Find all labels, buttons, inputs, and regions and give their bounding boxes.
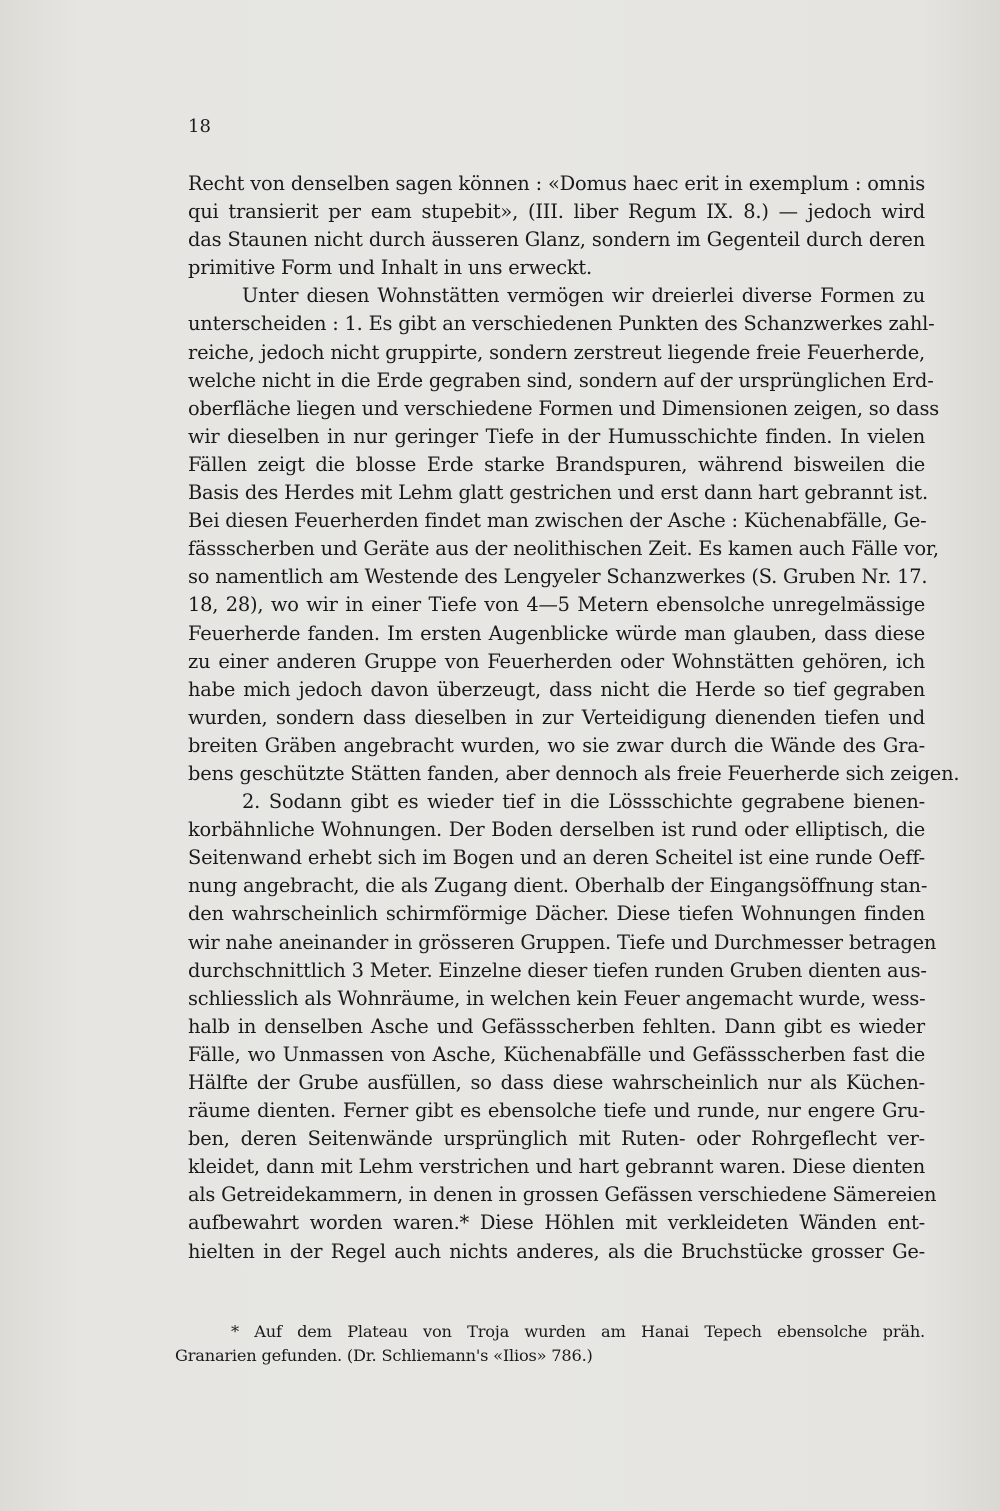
text-line: reiche, jedoch nicht gruppirte, sondern zerstreut liegende freie Feuerherde,	[188, 340, 925, 364]
text-line: 2. Sodann gibt es wieder tief in die Lössschichte gegrabene bienen-	[242, 790, 925, 814]
text-line: bens geschützte Stätten fanden, aber dennoch als freie Feuerherde sich zeigen.	[188, 761, 960, 785]
text-line: korbähnliche Wohnungen. Der Boden derselben ist rund oder elliptisch, die	[188, 818, 925, 842]
text-line: als Getreidekammern, in denen in grossen Gefässen verschiedene Sämereien	[188, 1183, 937, 1207]
text-line: wir dieselben in nur geringer Tiefe in der Humusschichte finden. In vielen	[188, 424, 925, 448]
text-line: Fällen zeigt die blosse Erde starke Brandspuren, während bisweilen die	[188, 452, 925, 476]
text-line: Unter diesen Wohnstätten vermögen wir dreierlei diverse Formen zu	[242, 284, 925, 308]
text-line: so namentlich am Westende des Lengyeler Schanzwerkes (S. Gruben Nr. 17.	[188, 565, 928, 589]
text-line: das Staunen nicht durch äusseren Glanz, sondern im Gegenteil durch deren	[188, 228, 925, 252]
text-line: Basis des Herdes mit Lehm glatt gestrichen und erst dann hart gebrannt ist.	[188, 481, 928, 505]
text-line: räume dienten. Ferner gibt es ebensolche tiefe und runde, nur engere Gru-	[188, 1099, 925, 1123]
footnote	[175, 1320, 925, 1368]
text-line: schliesslich als Wohnräume, in welchen kein Feuer angemacht wurde, wess-	[188, 986, 926, 1010]
text-line: zu einer anderen Gruppe von Feuerherden oder Wohnstätten gehören, ich	[188, 649, 925, 673]
text-line: aufbewahrt worden waren.* Diese Höhlen mit verkleideten Wänden ent-	[188, 1211, 925, 1235]
text-line: primitive Form und Inhalt in uns erweckt.	[188, 256, 592, 280]
text-line: welche nicht in die Erde gegraben sind, sondern auf der ursprünglichen Erd-	[188, 368, 934, 392]
text-line: wurden, sondern dass dieselben in zur Verteidigung dienenden tiefen und	[188, 705, 925, 729]
text-line: Recht von denselben sagen können : «Domus haec erit in exemplum : omnis	[188, 172, 925, 195]
text-line: den wahrscheinlich schirmförmige Dächer. Diese tiefen Wohnungen finden	[188, 902, 925, 926]
footnote-line: * Auf dem Plateau von Troja wurden am Hanai Tepech ebensolche präh.	[231, 1322, 925, 1341]
text-line: breiten Gräben angebracht wurden, wo sie zwar durch die Wände des Gra-	[188, 733, 925, 757]
text-line: Seitenwand erhebt sich im Bogen und an deren Scheitel ist eine runde Oeff-	[188, 846, 925, 870]
text-line: habe mich jedoch davon überzeugt, dass nicht die Herde so tief gegraben	[188, 677, 925, 701]
text-line: hielten in der Regel auch nichts anderes, als die Bruchstücke grosser Ge-	[188, 1239, 925, 1263]
text-line: kleidet, dann mit Lehm verstrichen und hart gebrannt waren. Diese dienten	[188, 1155, 925, 1179]
page-number: 18	[188, 116, 211, 137]
text-line: 18, 28), wo wir in einer Tiefe von 4—5 Metern ebensolche unregelmässige	[188, 593, 925, 617]
text-line: unterscheiden : 1. Es gibt an verschiedenen Punkten des Schanzwerkes zahl-	[188, 312, 935, 336]
text-line: wir nahe aneinander in grösseren Gruppen. Tiefe und Durchmesser betragen	[188, 930, 937, 954]
text-line: Hälfte der Grube ausfüllen, so dass diese wahrscheinlich nur als Küchen-	[188, 1071, 925, 1094]
text-line: halb in denselben Asche und Gefässscherben fehlten. Dann gibt es wieder	[188, 1014, 925, 1038]
body-text	[188, 170, 960, 1266]
footnote-line: Granarien gefunden. (Dr. Schliemann's «Ilios» 786.)	[175, 1346, 593, 1365]
text-line: Bei diesen Feuerherden findet man zwischen der Asche : Küchenabfälle, Ge-	[188, 509, 927, 533]
text-line: qui transierit per eam stupebit», (III. liber Regum IX. 8.) — jedoch wird	[188, 200, 925, 224]
text-line: oberfläche liegen und verschiedene Formen und Dimensionen zeigen, so dass	[188, 396, 940, 420]
text-line: durchschnittlich 3 Meter. Einzelne dieser tiefen runden Gruben dienten aus-	[188, 958, 927, 982]
text-line: ben, deren Seitenwände ursprünglich mit Ruten- oder Rohrgeflecht ver-	[188, 1127, 925, 1151]
text-line: fässscherben und Geräte aus der neolithischen Zeit. Es kamen auch Fälle vor,	[188, 537, 939, 561]
text-line: nung angebracht, die als Zugang dient. Oberhalb der Eingangsöffnung stan-	[188, 874, 928, 898]
text-line: Feuerherde fanden. Im ersten Augenblicke würde man glauben, dass diese	[188, 621, 925, 645]
text-line: Fälle, wo Unmassen von Asche, Küchenabfälle und Gefässscherben fast die	[188, 1042, 925, 1066]
